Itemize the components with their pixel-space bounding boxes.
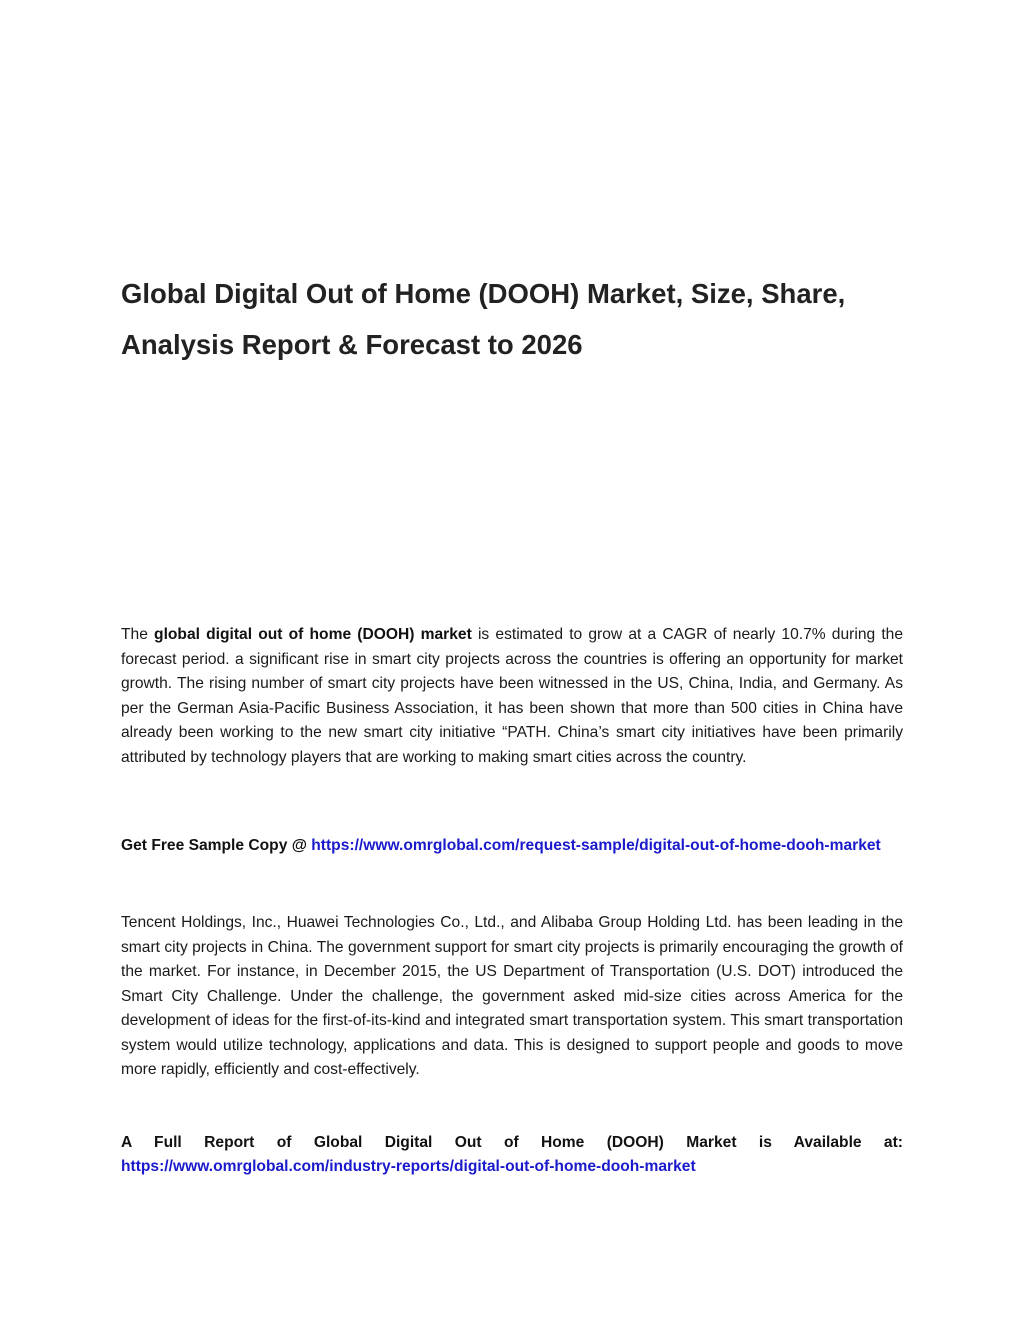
- full-report-link-line: [121, 1155, 696, 1180]
- intro-bold-phrase: global digital out of home (DOOH) market: [154, 626, 472, 643]
- intro-lead: The: [121, 626, 155, 643]
- full-report-link[interactable]: https://www.omrglobal.com/industry-reports/digital-out-of-home-dooh-market: [121, 1158, 696, 1175]
- sample-copy-link[interactable]: https://www.omrglobal.com/request-sample/digital-out-of-home-dooh-market: [311, 837, 881, 854]
- full-report-label: A Full Report of Global Digital Out of Home (DOOH) Market is Available at:: [121, 1134, 903, 1151]
- intro-paragraph: [121, 623, 903, 770]
- intro-rest: is estimated to grow at a CAGR of nearly 10.7% during the forecast period. a significant rise in smart city projects across the countries is offering an opportunity for market growth. The rising number of smart city projects have been witnessed in the US, China, India, and Germany. As per the German Asia-Pacific Business Association, it has been shown that more than 500 cities in China have already been working to the new smart city initiative “PATH. China’s smart city initiatives have been primarily attributed by technology players that are working to making smart cities across the country.: [121, 626, 904, 766]
- sample-copy-label: Get Free Sample Copy @: [121, 837, 312, 854]
- document-title: Global Digital Out of Home (DOOH) Market, Size, Share, Analysis Report & Forecast to 2026: [121, 278, 846, 360]
- body-paragraph: Tencent Holdings, Inc., Huawei Technologies Co., Ltd., and Alibaba Group Holding Ltd. has been leading in the smart city projects in China. The government support for smart city projects is primarily encouraging the growth of the market. For instance, in December 2015, the US Department of Transportation (U.S. DOT) introduced the Smart City Challenge. Under the challenge, the government asked mid-size cities across America for the development of ideas for the first-of-its-kind and integrated smart transportation system. This smart transportation system would utilize technology, applications and data. This is designed to support people and goods to move more rapidly, efficiently and cost-effectively.: [121, 914, 903, 1078]
- sample-copy-line: [121, 828, 903, 863]
